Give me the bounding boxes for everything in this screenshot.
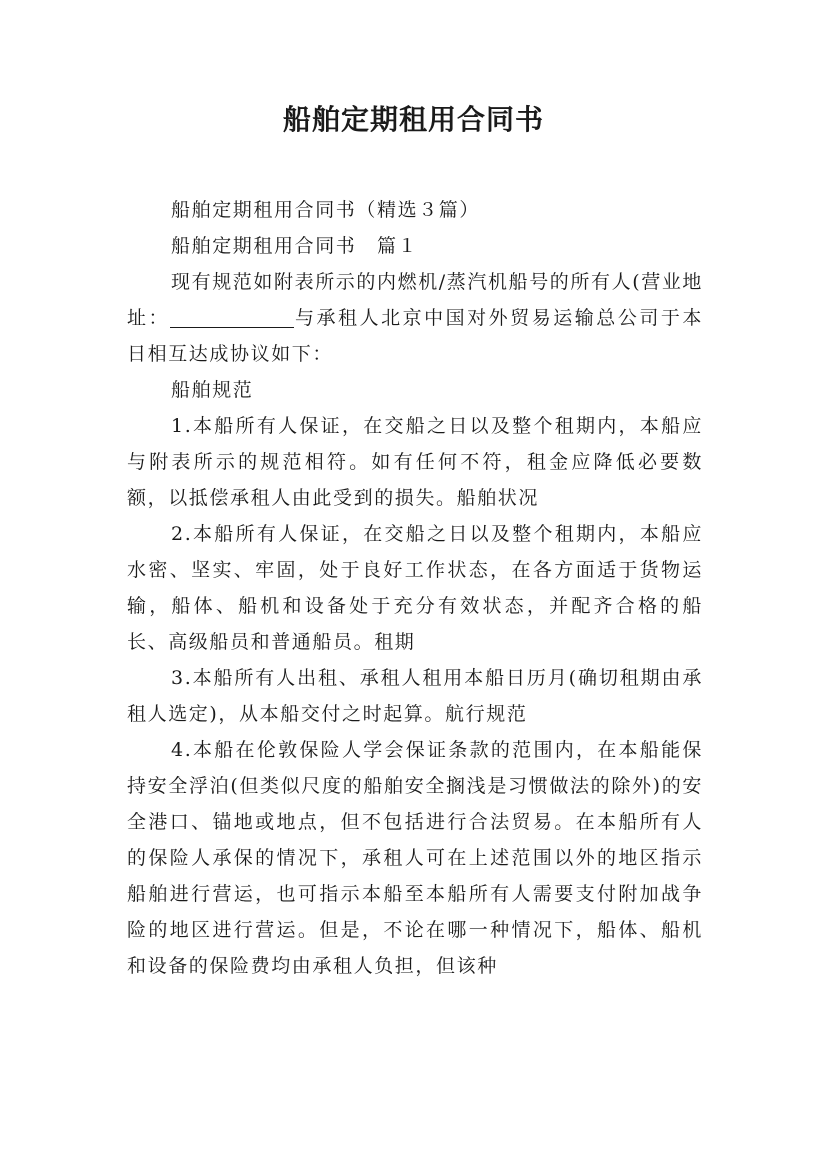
intro-text-before-blank: 现有规范如附表所示的内燃机/蒸汽机船号的所有人(营业地址： xyxy=(127,271,704,329)
intro-text-after-blank: 与承租人北京中国对外贸易运输总公司于本日相互达成协议如下： xyxy=(127,307,703,365)
intro-paragraph xyxy=(127,264,703,372)
document-body xyxy=(127,192,703,984)
address-blank-line xyxy=(170,307,294,328)
document-title: 船舶定期租用合同书 xyxy=(282,103,544,136)
clause-2: 2.本船所有人保证，在交船之日以及整个租期内，本船应水密、坚实、牢固，处于良好工作状态，在各方面适于货物运输，船体、船机和设备处于充分有效状态，并配齐合格的船长、高级船员和普通船员。租期 xyxy=(127,523,703,653)
section-heading: 船舶定期租用合同书 篇１ xyxy=(171,235,419,257)
clause-1: 1.本船所有人保证，在交船之日以及整个租期内，本船应与附表所示的规范相符。如有任何不符，租金应降低必要数额，以抵偿承租人由此受到的损失。船舶状况 xyxy=(127,415,703,509)
subtitle-line: 船舶定期租用合同书（精选３篇） xyxy=(171,199,481,221)
clause-4: 4.本船在伦敦保险人学会保证条款的范围内，在本船能保持安全浮泊(但类似尺度的船舶安全搁浅是习惯做法的除外)的安全港口、锚地或地点，但不包括进行合法贸易。在本船所有人的保险人承保的情况下，承租人可在上述范围以外的地区指示船舶进行营运，也可指示本船至本船所有人需要支付附加战争险的地区进行营运。但是，不论在哪一种情况下，船体、船机和设备的保险费均由承租人负担，但该种 xyxy=(127,739,703,977)
specs-heading: 船舶规范 xyxy=(171,379,254,401)
clause-3: 3.本船所有人出租、承租人租用本船日历月(确切租期由承租人选定)，从本船交付之时起算。航行规范 xyxy=(127,667,703,725)
